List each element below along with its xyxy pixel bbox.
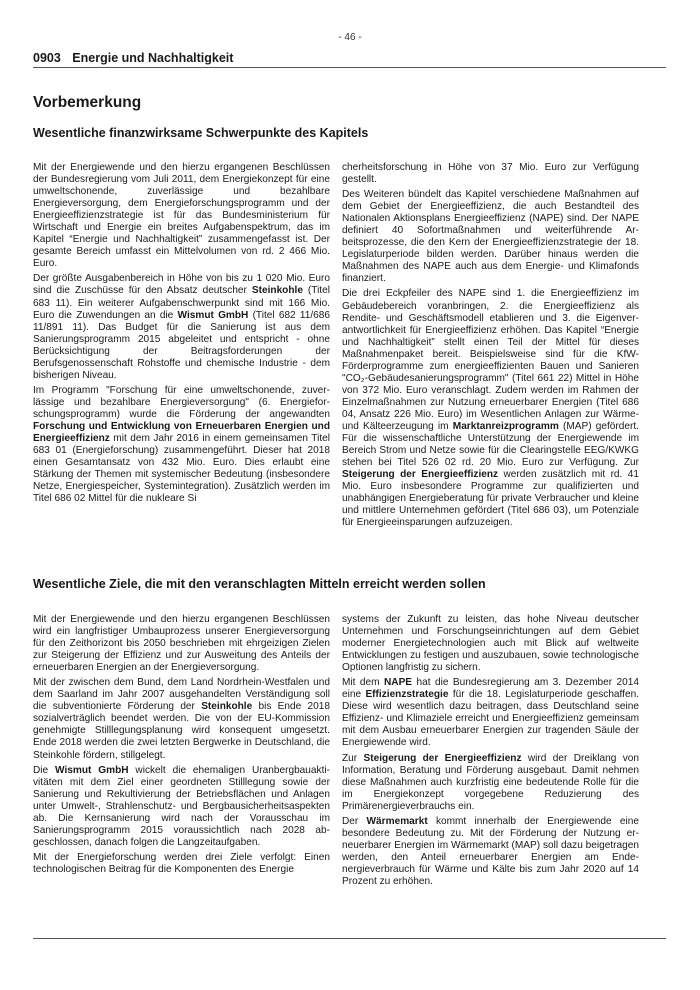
text-run: wickelt die ehemaligen Uranbergbauaktivitäten mit dem Ziel einer geordneten Stilllegung sowie der Sanierung und Rekultivierung der Betriebsflächen und Anlagen unter Umwelt-, Strahlenschutz- und Bergbausicherheitsaspekten ab. Die Kernsanierung wird nach der Vorausschau im Sanierungsprogramm 2015 voraussichtlich nach 2028 abgeschlossen, danach folgen die Langzeitaufgaben. [33,764,330,848]
bold-term: Marktanreizprogramm [452,420,559,432]
bold-term: Steinkohle [251,285,303,297]
paragraph [342,677,639,749]
bold-term: Wismut GmbH [55,764,129,776]
bold-term: Effizienzstrategie [365,689,449,701]
paragraph [342,189,639,285]
text-run: Des Weiteren bündelt das Kapitel verschiedene Maßnahmen auf dem Gebiet der Energieeffizienz, die auch Bestandteil des Nationalen Aktionsplans Energieeffizienz (NAPE) sind. Der NAPE definiert 40 Sofortmaßnahmen und weiterführende Arbeitsprozesse, die den Kern der Energieeffizienzstrategie der 18. Legislaturperiode bilden werden. Darüber hinaus werden die Maßnahmen des NAPE auch aus dem Energie- und Klimafonds finanziert. [342,189,639,285]
text-run: Mit dem [342,677,384,689]
paragraph [342,816,639,888]
bold-term: NAPE [383,677,413,689]
section2-right-column [342,614,639,891]
text-run: kommt innerhalb der Energiewende eine besondere Bedeutung zu. Mit der Förderung der Nutzung erneuerbarer Energien im Wärmemarkt (MAP) soll dazu beigetragen werden, den Anteil erneuerbarer Energien am Endenergieverbrauch für Wärme und Kälte bis zum Jahr 2020 auf 14 Prozent zu erhöhen. [342,815,639,887]
text-run: Mit der Energieforschung werden drei Ziele verfolgt: Einen technologischen Beitrag für die Komponenten des Energie [33,851,330,875]
paragraph [33,614,330,674]
text-run: bis Ende 2018 sozialverträglich beendet werden. Die von der EU-Kommission genehmigte Stilllegungsplanung wird konsequent umgesetzt. Ende 2018 werden die zwei letzten Bergwerke in Deutschland, die Steinkohle fördern, stillgelegt. [33,701,330,761]
bold-term: Wismut GmbH [177,309,249,321]
bold-term: Wärmemarkt [366,815,428,827]
text-run: Mit der zwischen dem Bund, dem Land Nordrhein-Westfalen und dem Saarland im Jahr 2007 ausgehandelten Verständigung soll die subventionierte Förderung der [33,677,330,713]
text-run: Im Programm "Forschung für eine umweltschonende, zuverlässige und bezahlbare Energieversorgung" (6. Energieforschungsprogramm) wurde die Förderung der angewandten [33,384,330,420]
bold-term: Steigerung der Energieeffizienz [342,469,499,481]
paragraph [33,852,330,876]
page-number: - 46 - [338,32,362,43]
paragraph [33,385,330,505]
text-run: cherheitsforschung in Höhe von 37 Mio. Euro zur Verfügung gestellt. [342,162,639,186]
paragraph [342,753,639,813]
paragraph [342,162,639,186]
text-run: Zur [342,752,364,764]
text-run: systems der Zukunft zu leisten, das hohe Niveau deutscher Unternehmen und Forschungseinrichtungen auf dem Gebiet moderner Energietechnologien auch mit Blick auf weltweite Entwicklungen zu festigen und auszubauen, sowie technologische Optionen langfristig zu sichern. [342,614,639,674]
text-run: werden zusätzlich mit rd. 41 Mio. Euro insbesondere Programme zur qualifizierten und unabhängigen Energieberatung für private Verbraucher und kleine und mittlere Unternehmen gefördert (Titel 686 03), um Potenziale für Energieeinsparungen aufzuzeigen. [342,469,639,529]
paragraph [33,162,330,270]
text-run: (Titel 683 11). Ein weiterer Aufgabenschwerpunkt sind mit 166 Mio. Euro die Zuwendungen an die [33,285,330,321]
paragraph [342,614,639,674]
text-run: Die drei Eckpfeiler des NAPE sind 1. die Energieeffizienz im Gebäudebereich voranbringen, 2. die Energieeffizienz als Rendite- und Geschäftsmodell etablieren und 3. die Eigenverantwortlichkeit für Energieeffizienz erhöhen. Das Kapitel “Energie und Nachhaltigkeit” stellt einen Teil der Mittel für dieses Maßnahmenpaket bereit. Beispielsweise sind für die KfW-Förderprogramme zum energieeffizienten Bauen und Sanieren "CO₂-Gebäudesanierungsprogramm" (Titel 661 22) Mittel in Höhe von 372 Mio. Euro veranschlagt. Zudem werden im Rahmen der Einzelmaßnahmen zur Nutzung erneuerbarer Energien (Titel 686 04, Ansatz 226 Mio. Euro) im Wesentlichen Anlagen zur Wärme- und Kälteerzeugung im [342,288,639,432]
text-run: (MAP) gefördert. Für die wissenschaftliche Unterstützung der Energiewende im Bereich Strom und Netze sowie für die Clearingstelle EEG/KWKG stehen bei Titel 526 02 rd. 20 Mio. Euro zur Verfügung. Zur [342,420,639,469]
text-run: Mit der Energiewende und den hierzu ergangenen Beschlüssen der Bundesregierung vom Juli 2011, dem Energiekonzept für eine umweltschonende, zuverlässige und bezahlbare Energieversorgung, dem Energieforschungsprogramm und der Energieeffizienzstrategie ist für das Bundesministerium für Wirtschaft und Energie ein breites Aufgabenspektrum, das im Kapitel “Energie und Nachhaltigkeit” zusammengefasst ist. Der gesamte Bereich umfasst ein Mittelvolumen von rd. 2 466 Mio. Euro. [33,162,330,270]
paragraph [342,288,639,529]
text-run: wird der Dreiklang von Information, Beratung und Förderung ausgebaut. Damit nehmen diese Maßnahmen auch kurzfristig eine bedeutende Rolle für die im Energiekonzept vorgegebene Reduzierung des Primärenergieverbrauchs ein. [342,752,639,812]
footer-rule [33,938,666,939]
text-run: mit dem Jahr 2016 in einem gemeinsamen Titel 683 01 (Energieforschung) zusammengeführt. Dieser hat 2018 einen Gesamtansatz von 432 Mio. Euro. Dies erlaubt eine Stärkung der Themen mit systemischer Bedeutung (insbesondere Netze, Energiespeicher, Systemintegration). Zusätzlich werden im Titel 686 02 Mittel für die nukleare Si [33,433,330,505]
chapter-title: Energie und Nachhaltigkeit [72,51,234,65]
section2-left-column [33,614,330,879]
chapter-number: 0903 [33,51,61,65]
bold-term: Steigerung der Energieeffizienz [363,752,522,764]
paragraph [33,273,330,381]
bold-term: Steinkohle [201,701,253,713]
section1-right-column [342,162,639,532]
text-run: Die [33,764,56,776]
section1-heading: Wesentliche finanzwirksame Schwerpunkte des Kapitels [33,126,369,140]
text-run: Mit der Energiewende und den hierzu ergangenen Beschlüssen wird ein langfristiger Umbauprozess unserer Energieversorgung für den Zeithorizont bis 2050 beschrieben mit ehrgeizigen Zielen zur Steigerung der Effizienz und zur Ausweitung des Anteils der erneuerbaren Energien an der Energieversorgung. [33,614,330,674]
section2-heading: Wesentliche Ziele, die mit den veranschlagten Mitteln erreicht werden sollen [33,577,486,591]
chapter-header [33,51,666,68]
section1-left-column [33,162,330,508]
bold-term: Forschung und Entwicklung von Erneuerbaren Energien und Energieeffizienz [33,420,330,445]
text-run: Der [342,815,367,827]
text-run: (Titel 682 11/686 11/891 11). Das Budget für die Sanierung ist aus dem Sanierungsprogramm 2015 abgeleitet und entspricht - ohne Berücksichtigung der Beitragsforderungen der Berufsgenossenschaft Rohstoffe und chemische Industrie - dem bisherigen Niveau. [33,309,330,381]
text-run: für die 18. Legislaturperiode geschaffen. Diese wird wesentlich dazu beitragen, dass Deutschland seine Effizienz- und Klimaziele erreicht und Energieeffizienz gemeinsam mit dem Ausbau erneuerbarer Energien zur tragenden Säule der Energiewende wird. [342,689,640,749]
paragraph [33,765,330,849]
preface-heading: Vorbemerkung [33,94,142,111]
text-run: hat die Bundesregierung am 3. Dezember 2014 eine [342,677,639,701]
text-run: Der größte Ausgabenbereich in Höhe von bis zu 1 020 Mio. Euro sind die Zuschüsse für den Absatz deutscher [33,273,330,297]
paragraph [33,677,330,761]
